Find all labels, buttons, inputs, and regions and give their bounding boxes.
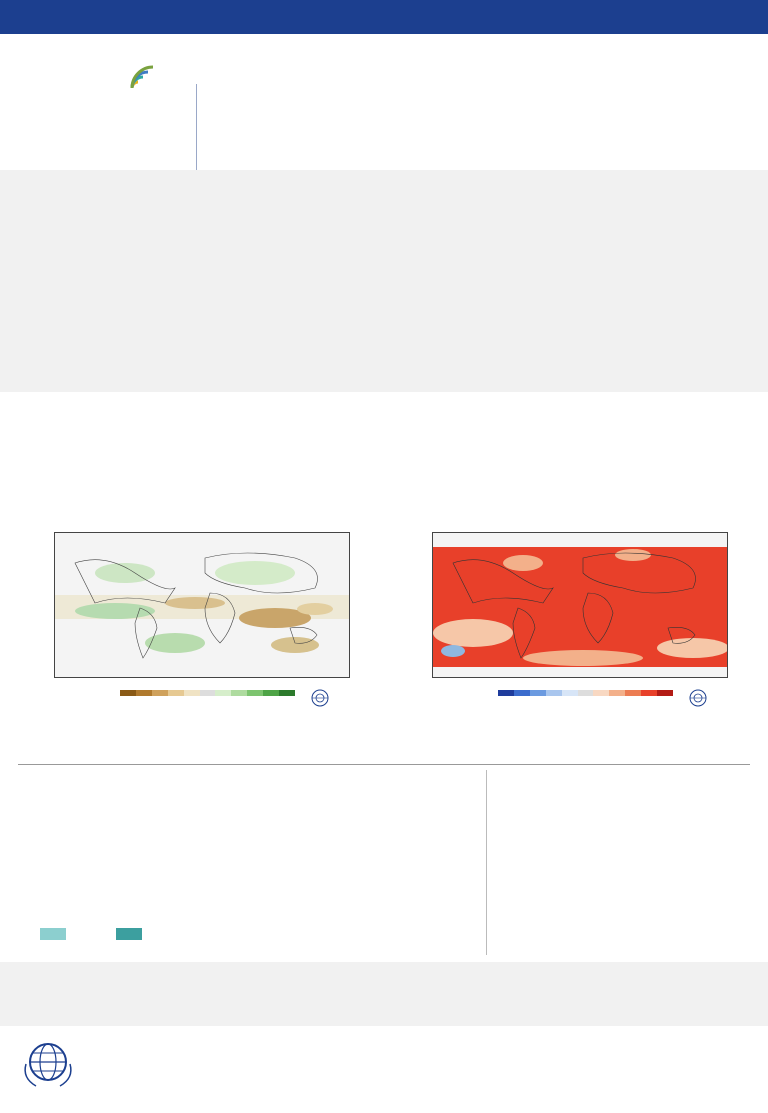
tc-legend (40, 928, 460, 948)
temp-legend-bar (498, 690, 673, 700)
header-divider (196, 84, 197, 174)
footer (0, 1026, 768, 1113)
disclaimer (0, 962, 768, 1026)
legend-season-swatch (40, 928, 66, 940)
temp-column (396, 422, 758, 428)
temp-map-image (432, 532, 728, 678)
precip-legend-bar (120, 690, 295, 700)
wmo-emblem-icon (310, 688, 330, 708)
precip-column (18, 422, 380, 428)
wmo-logo-icon (18, 1034, 78, 1094)
section-divider (18, 764, 750, 765)
qr-code-icon[interactable] (692, 1038, 752, 1098)
temp-map (412, 510, 756, 718)
early-warnings-logo (30, 64, 170, 154)
top-banner (0, 0, 768, 34)
column-divider (486, 770, 487, 955)
tc-calendar-table (30, 806, 430, 924)
precip-map-graphic (55, 533, 350, 678)
header (0, 34, 768, 164)
precip-map-image (54, 532, 350, 678)
wmo-emblem-icon (688, 688, 708, 708)
highlights-section (0, 170, 768, 392)
temp-map-graphic (433, 533, 728, 678)
useful-links (496, 772, 758, 777)
legend-peak-swatch (116, 928, 142, 940)
precip-map (34, 510, 378, 718)
signal-arcs-icon (128, 64, 158, 90)
